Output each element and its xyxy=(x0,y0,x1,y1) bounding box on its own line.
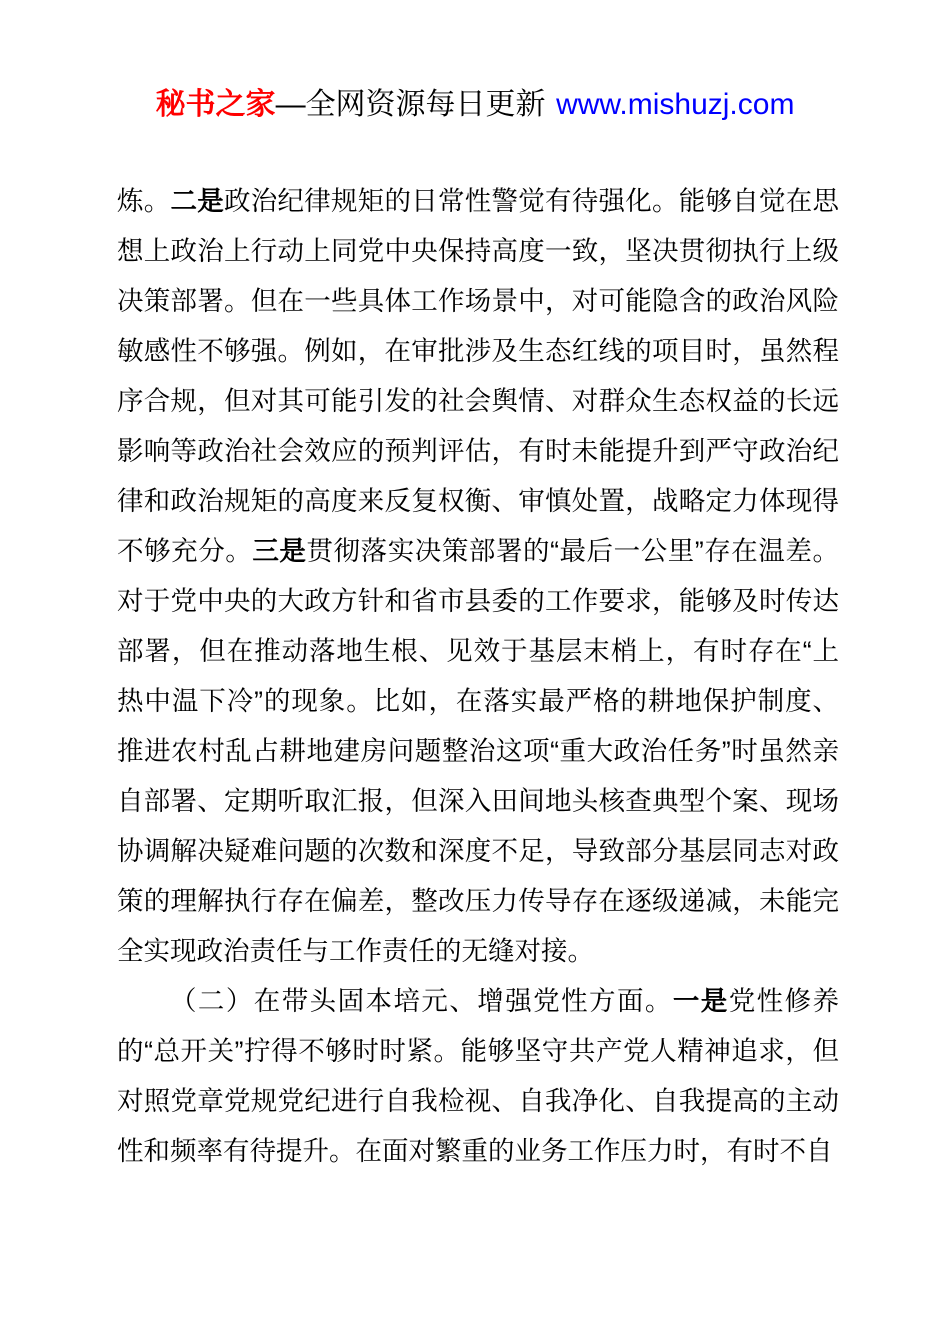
bold-marker-erse: 二是 xyxy=(170,186,224,216)
paragraph-party-spirit xyxy=(117,976,839,1176)
text-run: 政治纪律规矩的日常性警觉有待强化。能够自觉在思想上政治上行动上同党中央保持高度一致，坚决贯彻执行上级决策部署。但在一些具体工作场景中，对可能隐含的政治风险敏感性不够强。例如，在审批涉及生态红线的项目时，虽然程序合规，但对其可能引发的社会舆情、对群众生态权益的长远影响等政治社会效应的预判评估，有时未能提升到严守政治纪律和政治规矩的高度来反复权衡、审慎处置，战略定力体现得不够充分。 xyxy=(117,186,839,566)
text-run: 党性修养的“总开关”拧得不够时时紧。能够坚守共产党人精神追求，但对照党章党规党纪进行自我检视、自我净化、自我提高的主动性和频率有待提升。在面对繁重的业务工作压力时，有时不自 xyxy=(117,986,840,1166)
site-tagline: —全网资源每日更新 xyxy=(275,88,546,121)
paragraph-political-discipline xyxy=(117,176,839,976)
site-brand: 秘书之家 xyxy=(155,88,276,121)
site-header xyxy=(0,0,950,126)
text-run: （二）在带头固本培元、增强党性方面。 xyxy=(170,986,673,1016)
text-run: 贯彻落实决策部署的“最后一公里”存在温差。对于党中央的大政方针和省市县委的工作要求，能够及时传达部署，但在推动落地生根、见效于基层末梢上，有时存在“上热中温下冷”的现象。比如，在落实最严格的耕地保护制度、推进农村乱占耕地建房问题整治这项“重大政治任务”时虽然亲自部署、定期听取汇报，但深入田间地头核查典型个案、现场协调解决疑难问题的次数和深度不足，导致部分基层同志对政策的理解执行存在偏差，整改压力传导存在逐级递减，未能完全实现政治责任与工作责任的无缝对接。 xyxy=(117,536,839,966)
text-run: 炼。 xyxy=(117,186,171,216)
document-content xyxy=(117,176,839,1176)
bold-marker-yishi: 一是 xyxy=(672,986,729,1016)
bold-marker-sanshi: 三是 xyxy=(252,536,307,566)
site-url-link[interactable]: www.mishuzj.com xyxy=(556,88,795,121)
